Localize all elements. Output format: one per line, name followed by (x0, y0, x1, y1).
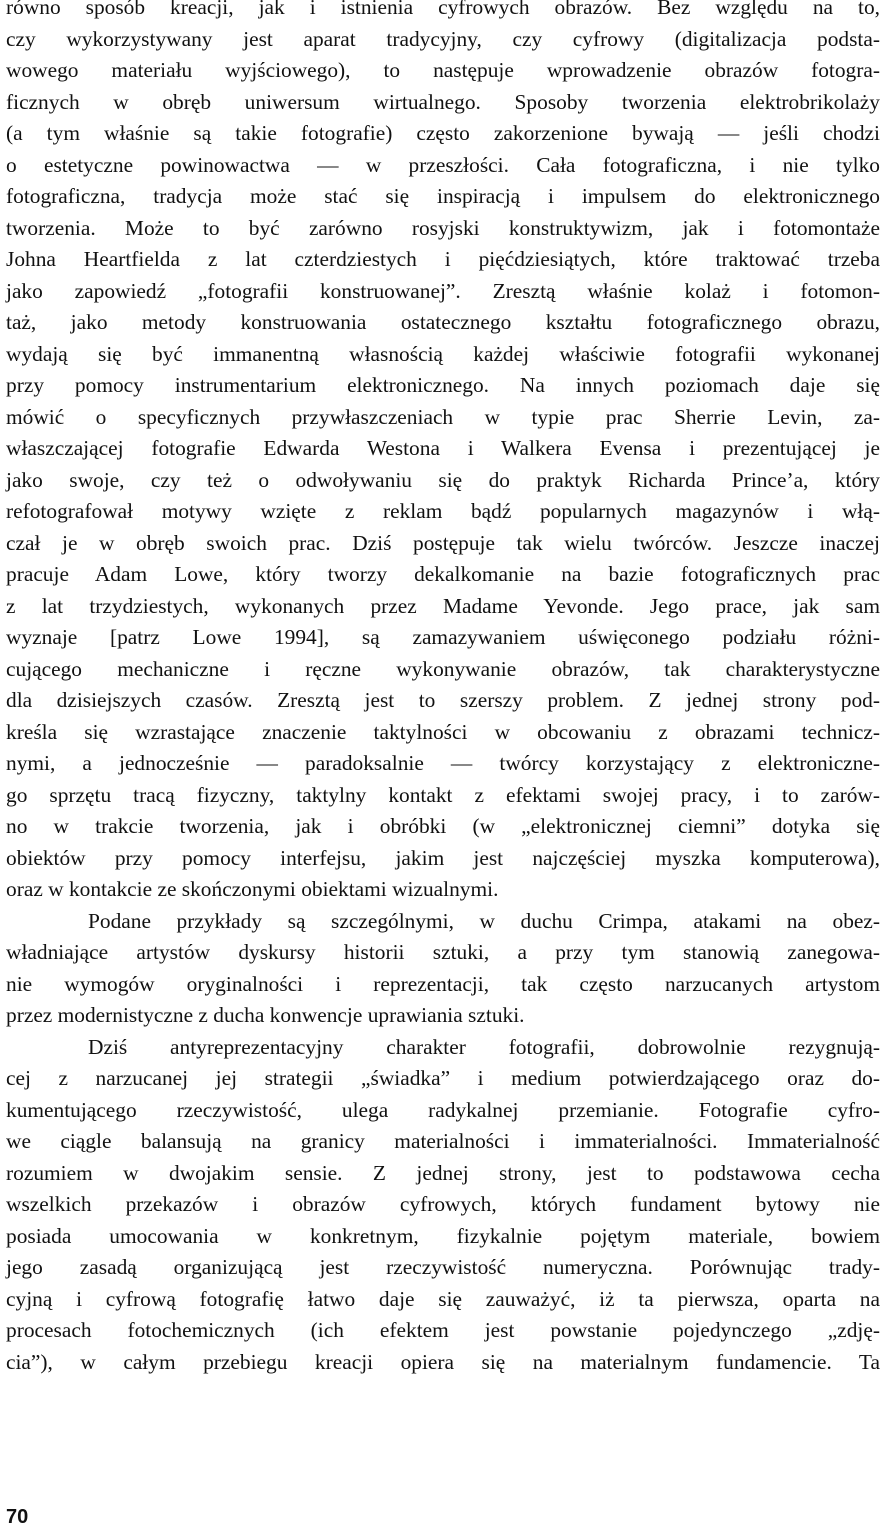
text-line: cia”), w całym przebiegu kreacji opiera się na materialnym fundamencie. Ta (6, 1349, 880, 1374)
text-line: władniające artystów dyskursy historii sztuki, a przy tym stanowią zanegowa- (6, 940, 880, 964)
text-line: cyjną i cyfrową fotografię łatwo daje się zauważyć, iż ta pierwsza, oparta na (6, 1286, 880, 1311)
text-line: kreśla się wzrastające znaczenie taktylności w obcowaniu z obrazami technicz- (6, 719, 880, 744)
text-line: o estetyczne powinowactwa — w przeszłości. Cała fotograficzna, i nie tylko (6, 152, 880, 177)
text-line: właszczającej fotografie Edwarda Westona i Walkera Evensa i prezentującej je (6, 436, 880, 460)
text-line: refotografował motywy wzięte z reklam bądź popularnych magazynów i włą- (6, 499, 880, 523)
text-line: wowego materiału wyjściowego), to następuje wprowadzenie obrazów fotogra- (6, 58, 880, 82)
text-line: z lat trzydziestych, wykonanych przez Madame Yevonde. Jego prace, jak sam (6, 593, 880, 618)
text-line: równo sposób kreacji, jak i istnienia cyfrowych obrazów. Bez względu na to, (6, 0, 880, 19)
text-line: Johna Heartfielda z lat czterdziestych i pięćdziesiątych, które traktować trzeba (6, 247, 880, 271)
text-line: pracuje Adam Lowe, który tworzy dekalkomanie na bazie fotograficznych prac (6, 562, 880, 586)
text-line: taż, jako metody konstruowania ostatecznego kształtu fotograficznego obrazu, (6, 310, 880, 334)
text-line: cującego mechaniczne i ręczne wykonywanie obrazów, tak charakterystyczne (6, 656, 880, 681)
text-line: oraz w kontakcie ze skończonymi obiektami wizualnymi. (6, 877, 499, 901)
text-line: no w trakcie tworzenia, jak i obróbki (w „elektronicznej ciemni” dotyka się (6, 814, 880, 838)
text-line: we ciągle balansują na granicy materialności i immaterialności. Immaterialność (6, 1129, 880, 1153)
text-line: (a tym właśnie są takie fotografie) często zakorzenione bywają — jeśli chodzi (6, 121, 880, 145)
text-line: dla dzisiejszych czasów. Zresztą jest to szerszy problem. Z jednej strony pod- (6, 688, 880, 712)
text-line: wyznaje [patrz Lowe 1994], są zamazywaniem uświęconego podziału różni- (6, 625, 880, 649)
text-line: ficznych w obręb uniwersum wirtualnego. Sposoby tworzenia elektrobrikolaży (6, 89, 880, 114)
text-line: fotograficzna, tradycja może stać się inspiracją i impulsem do elektronicznego (6, 184, 880, 208)
text-line: wydają się być immanentną własnością każdej właściwie fotografii wykonanej (6, 341, 880, 366)
text-line: jako swoje, czy też o odwoływaniu się do praktyk Richarda Prince’a, który (6, 467, 880, 492)
text-line: go sprzętu tracą fizyczny, taktylny kontakt z efektami swojej pracy, i to zarów- (6, 782, 880, 807)
text-line: procesach fotochemicznych (ich efektem jest powstanie pojedynczego „zdję- (6, 1318, 880, 1342)
text-line: rozumiem w dwojakim sensie. Z jednej strony, jest to podstawowa cecha (6, 1160, 880, 1185)
paragraph (6, 1032, 880, 1379)
text-line: przez modernistyczne z ducha konwencje uprawiania sztuki. (6, 1003, 525, 1027)
paragraph (6, 0, 880, 906)
text-line: Dziś antyreprezentacyjny charakter fotografii, dobrowolnie rezygnują- (88, 1034, 880, 1059)
text-line: przy pomocy instrumentarium elektronicznego. Na innych poziomach daje się (6, 373, 880, 397)
paragraph (6, 906, 880, 1032)
text-line: tworzenia. Może to być zarówno rosyjski konstruktywizm, jak i fotomontaże (6, 215, 880, 240)
text-line: nymi, a jednocześnie — paradoksalnie — twórcy korzystający z elektroniczne- (6, 751, 880, 775)
text-line: obiektów przy pomocy interfejsu, jakim jest najczęściej myszka komputerowa), (6, 845, 880, 870)
text-line: czy wykorzystywany jest aparat tradycyjny, czy cyfrowy (digitalizacja podsta- (6, 26, 880, 51)
text-line: wszelkich przekazów i obrazów cyfrowych, których fundament bytowy nie (6, 1192, 880, 1216)
page-body (6, 0, 880, 1378)
text-line: jego zasadą organizującą jest rzeczywistość numeryczna. Porównując trady- (6, 1255, 880, 1279)
text-line: cej z narzucanej jej strategii „świadka” i medium potwierdzającego oraz do- (6, 1066, 880, 1090)
text-line: kumentującego rzeczywistość, ulega radykalnej przemianie. Fotografie cyfro- (6, 1097, 880, 1122)
text-line: jako zapowiedź „fotografii konstruowanej”. Zresztą właśnie kolaż i fotomon- (6, 278, 880, 303)
text-line: Podane przykłady są szczególnymi, w duchu Crimpa, atakami na obez- (88, 908, 880, 933)
text-line: czał je w obręb swoich prac. Dziś postępuje tak wielu twórców. Jeszcze inaczej (6, 530, 880, 555)
text-line: posiada umocowania w konkretnym, fizykalnie pojętym materiale, bowiem (6, 1223, 880, 1248)
text-line: nie wymogów oryginalności i reprezentacji, tak często narzucanych artystom (6, 971, 880, 996)
page-number: 70 (6, 1506, 29, 1528)
text-line: mówić o specyficznych przywłaszczeniach w typie prac Sherrie Levin, za- (6, 404, 880, 429)
